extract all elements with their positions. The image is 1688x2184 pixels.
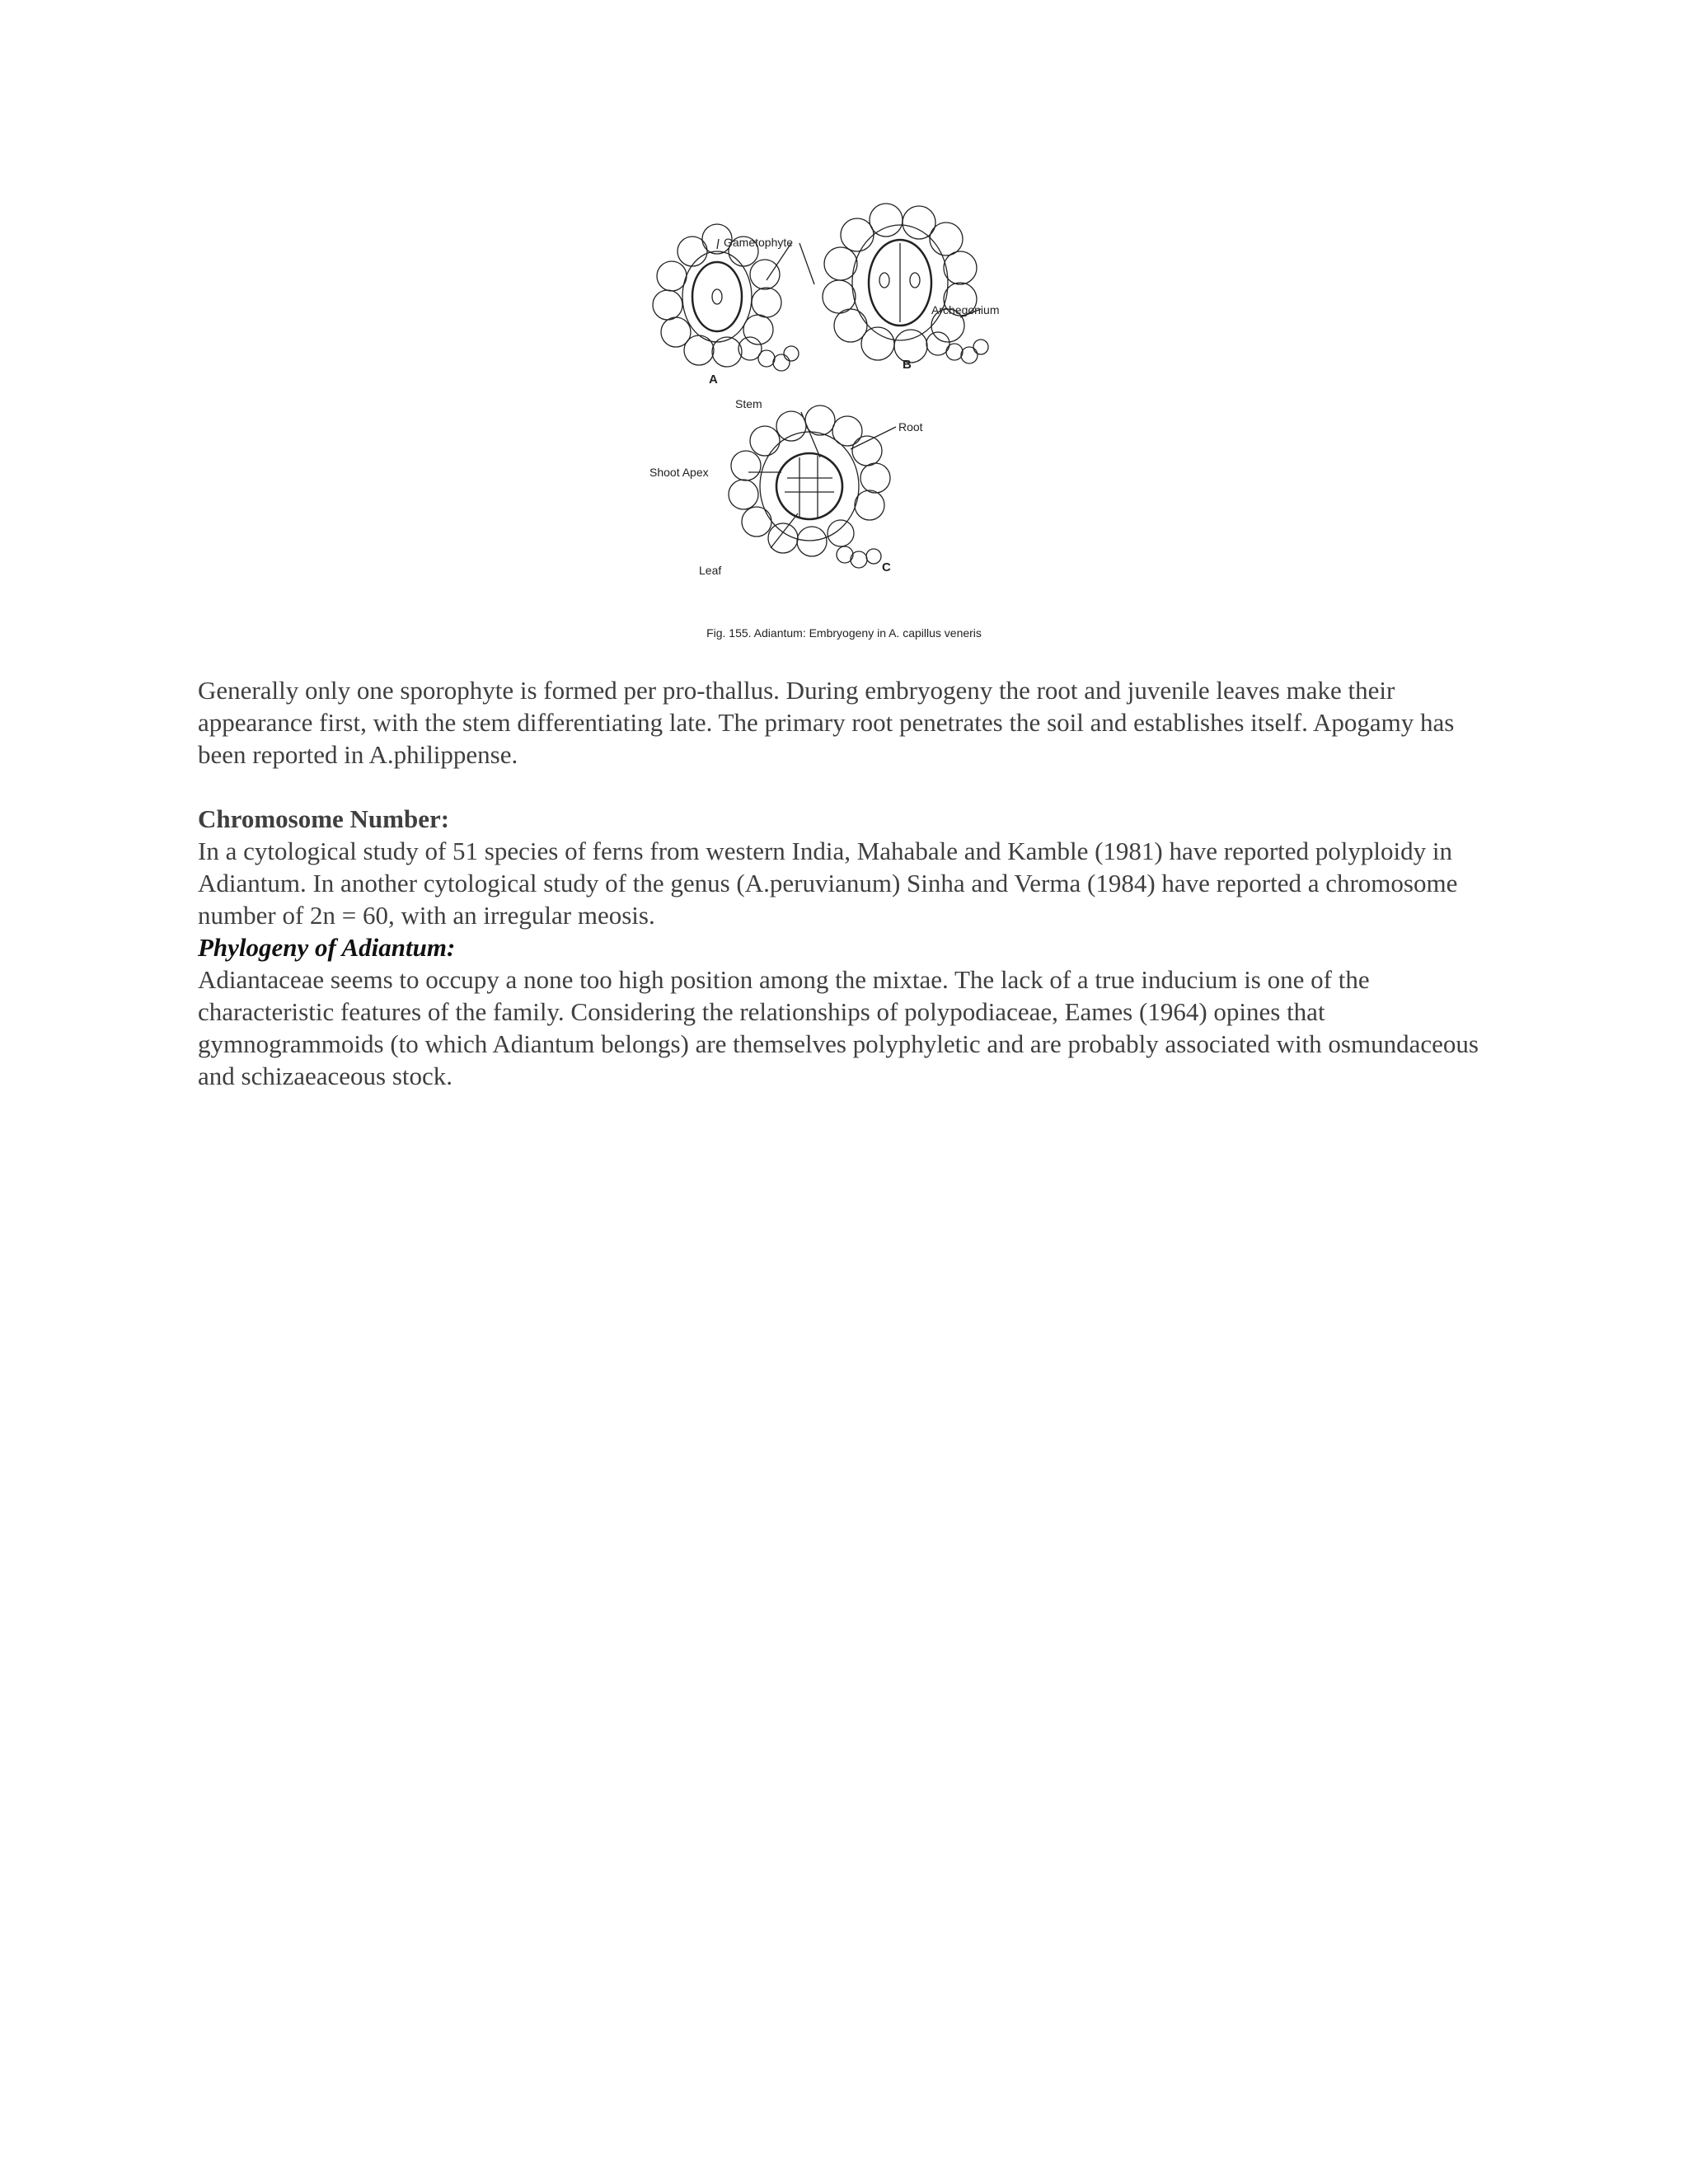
label-b: B xyxy=(903,358,912,372)
heading-chromosome-number: Chromosome Number: xyxy=(198,804,450,833)
label-c: C xyxy=(882,560,891,574)
paragraph-phylogeny xyxy=(198,963,1500,1092)
label-shoot-apex: Shoot Apex xyxy=(649,466,709,479)
embryogeny-figure xyxy=(635,202,1047,606)
heading-phylogeny: Phylogeny of Adiantum: xyxy=(198,933,456,962)
paragraph-text: In a cytological study of 51 species of ferns from western India, Mahabale and Kamble (1981) have reported polyploidy in Adiantum. In another cytological study of the genus (A.peruvianum) Sinha and Verma (1984) have reported a chromosome number of 2n = 60, with an irregular meosis. xyxy=(198,837,1458,930)
label-gametophyte: Gametophyte xyxy=(724,236,794,249)
paragraph-text: Adiantaceae seems to occupy a none too high position among the mixtae. The lack of a true inducium is one of the characteristic features of the family. Considering the relationships of polypodiaceae, Eames (1964) opines that gymnogrammoids (to which Adiantum belongs) are themselves polyphyletic and are probably associated with osmundaceous and schizaeaceous stock. xyxy=(198,965,1479,1090)
diagram-b xyxy=(823,204,988,363)
paragraph-text: Generally only one sporophyte is formed per pro-thallus. During embryogeny the root and juvenile leaves make their appearance first, with the stem differentiating late. The primary root penetrates the soil and establishes itself. Apogamy has been reported in A.philippense. xyxy=(198,676,1455,769)
label-leaf: Leaf xyxy=(699,564,722,577)
label-stem: Stem xyxy=(735,397,762,410)
label-root: Root xyxy=(898,420,923,434)
figure-caption: Fig. 155. Adiantum: Embryogeny in A. capillus veneris xyxy=(706,626,982,640)
label-a: A xyxy=(709,373,718,387)
diagram-c xyxy=(729,405,890,568)
embryogeny-illustration xyxy=(635,202,1047,606)
paragraph-chromosome xyxy=(198,835,1500,931)
paragraph-embryogeny xyxy=(198,674,1500,771)
label-archegonium: Archegonium xyxy=(931,303,1000,316)
